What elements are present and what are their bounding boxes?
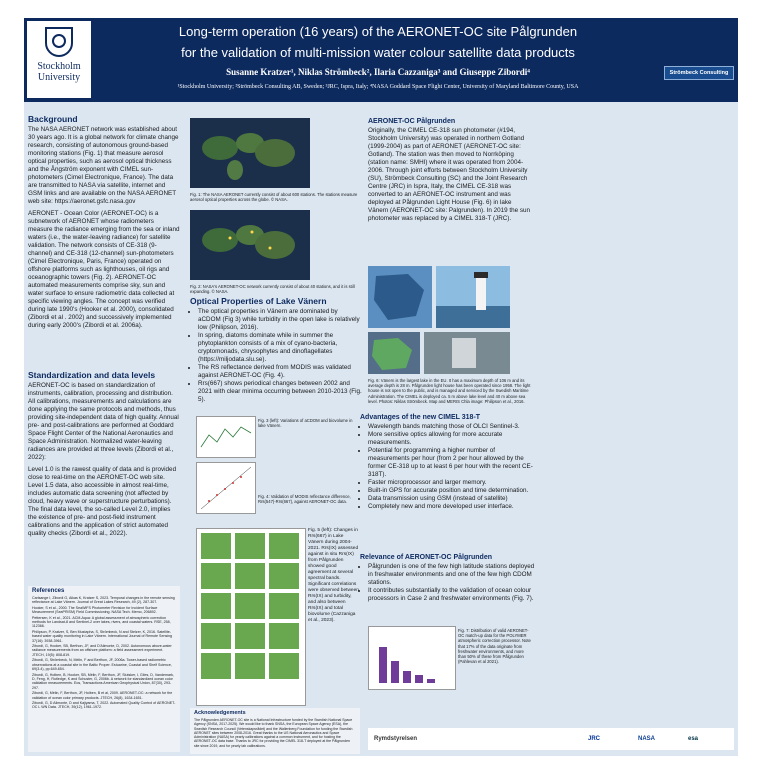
- fig7-caption: Fig. 7: Distribution of valid AERONET-OC match-up data for the POLYMER atmospheric correction processor. Note that 17% of the data originate from freshwater environments, and more than 50% of these from Pålgrunden (Pahlevan et al 2021).: [458, 628, 531, 665]
- logo-jrc: JRC: [588, 736, 601, 742]
- lake-map-icon: [368, 266, 432, 328]
- footer-logos: [368, 728, 734, 750]
- relevance-bullets: [360, 563, 536, 603]
- fig2-world-map: [190, 210, 310, 280]
- relevance-section: [360, 554, 536, 603]
- relevance-bullet: • It contributes substantially to the validation of ocean colour processors in Case 2 and freshwater environments (Fig. 7).: [368, 587, 536, 603]
- fig4-plot: [196, 462, 256, 514]
- lighthouse-icon: [436, 266, 510, 328]
- fig3-plot: [196, 416, 256, 458]
- poster: [24, 18, 738, 756]
- reference-item: Zibordi, G, Holben, B, Hooker, SB, Mélin, F, Berthon, JF, Slutsker, I, Giles, D, Vandemark, D, Feng, H, Rutledge, K and Schuster, G, 2006b. A network for standardized ocean color validation measurements. Eos, Transactions American Geophysical Union, 87(30), 293-297.: [32, 672, 174, 690]
- optical-bullet: • The optical properties in Vänern are dominated by aCDOM (Fig 3) while turbidity in the open lake is relatively low (Philipson, 2016).: [198, 308, 362, 332]
- references-heading: References: [32, 588, 65, 594]
- references-list: [28, 596, 180, 710]
- crest-icon: [45, 27, 73, 57]
- poster-title-line2: for the validation of multi-mission water colour satellite data products: [181, 45, 575, 60]
- standardization-section: [28, 370, 180, 542]
- acknowledgements-section: [190, 708, 360, 754]
- world-map-icon: [190, 210, 310, 280]
- fig1-caption: Fig. 1: The NASA AERONET currently consist of about 600 stations. The stations measure aerosol optical properties across the globe. © NASA.: [190, 192, 358, 203]
- advantages-bullet: • Wavelength bands matching those of OLCI Sentinel-3.: [368, 423, 536, 431]
- ack-text: The Pålgrunden AERONET-OC site is a National Infrastructure funded by the Swedish National Space Agency (SNSA, 2017-2025). We would like to thank SNSA, the European Space Agency (ESA), the Swedish Research Council (Vetenskapsrådet) and the Wallenberg Foundation for funding the Swedish AERONET sites between 2008-2016. Great thanks to the US National Aeronautics and Space Administration (NASA) for yearly calibrations against a common instrument, and for hosting the AERONET-OC data base. Thanks to JRC for providing the CIMEL 318-T deployed at the Pålgrunden site since 2019, and for yearly lab calibrations.: [194, 718, 353, 748]
- fig5-maps: [197, 529, 305, 705]
- fig7-bar-plot: [368, 626, 456, 690]
- advantages-bullets: [360, 423, 536, 511]
- logo-esa: esa: [688, 736, 699, 742]
- background-heading: Background: [28, 114, 78, 124]
- relevance-heading: Relevance of AERONET-OC Pålgrunden: [360, 554, 492, 561]
- logo-text: Stockholm University: [37, 61, 81, 83]
- fig6-lake-map: [368, 266, 432, 328]
- fig4-scatter: [197, 463, 255, 513]
- advantages-bullet: • Faster microprocessor and larger memory.: [368, 479, 536, 487]
- background-section: [28, 114, 180, 334]
- fig6-instrument-photo: [424, 332, 510, 374]
- logo-rymdstyrelsen: Rymdstyrelsen: [374, 736, 418, 742]
- optical-bullet: • Rrs(667) shows periodical changes between 2002 and 2021 with clear minima occurring between 2010-2013 (Fig. 5).: [198, 380, 362, 404]
- reference-item: Philipson, P, Kratzer, S, Ben Mustapha, S, Strömbeck, N and Stelzer, K, 2016. Satellite-based water quality monitoring in Lake Vänern. International Journal of Remote Sensing 37(16): 3938-3961.: [32, 629, 173, 643]
- fig3-caption: Fig. 3 (left): Variations of aCDOM and biovolume in lake Vänern.: [258, 418, 353, 429]
- standardization-p2: Level 1.0 is the rawest quality of data and is provided close to real-time on the AERONET-OC web site. Level 1.5 data, also accessible in almost real-time, includes automatic data screening (not affected by cloud, heavy wave or superstructure perturbations). The final data level, the so-called Level 2.0, implies the existence of pre- and post-field instrument calibrations and the application of strict automated quality checks (Zibordi et al., 2022).: [28, 466, 177, 537]
- advantages-section: [360, 414, 536, 511]
- world-map-icon: [190, 118, 310, 188]
- authors: Susanne Kratzer¹, Niklas Strömbeck², Ilaria Cazzaniga³ and Giuseppe Zibordi⁴: [226, 67, 530, 77]
- optical-bullets: [190, 308, 362, 404]
- fig6-lighthouse-photo: [436, 266, 510, 328]
- fig7-bars: [369, 627, 455, 689]
- optical-section: [190, 296, 362, 404]
- advantages-heading: Advantages of the new CIMEL 318-T: [360, 414, 481, 421]
- advantages-bullet: • Potential for programming a higher number of measurements per hour (from 2 per hour allowed by the former CE-318 up to at least 6 per hour with the recent CE-318T).: [368, 447, 536, 479]
- standardization-p1: AERONET-OC is based on standardization of instruments, calibration, processing and distribution. All calibrations, measurements and calculations are done applying the same protocols and methods, thus providing site-independent data of high quality. Annual pre- and post-calibrations are performed at Goddard Space Flight Center of the National Aeronautics and Space Administration. Normalized water-leaving radiances are provided at three levels (Zibordi et al., 2022):: [28, 382, 179, 461]
- fig2-caption: Fig. 2: NASA's AERONET-OC network currently consist of about 40 stations, and it is still expanding. © NASA.: [190, 284, 355, 295]
- fig4-caption: Fig. 4: Validation of MODIS reflectance difference, Rrs(547)-Rrs(667), against AERONET-OC data.: [258, 494, 351, 505]
- fig6-caption: Fig. 6: Vänern is the largest lake in the EU. It has a maximum depth of 106 m and its average depth is 28 m. Pålgrunden light house has been operated since 1958. The light house is not open to the public, and is managed and serviced by the Swedish Maritime Administration. The CIMEL is deployed ca. 5 m above lake level and 40 m above sea level. Photos: Niklas Strömbeck. Map and MERIS Chla image: Philipson et al., 2016.: [368, 378, 531, 404]
- relevance-bullet: • Pålgrunden is one of the few high latitude stations deployed in freshwater environments and one of the few high CDOM stations.: [368, 563, 536, 587]
- fig5-map-grid: [196, 528, 306, 706]
- fig6-chla-image: [368, 332, 420, 374]
- background-p1: The NASA AERONET network was established about 30 years ago. It is a global network for climate change research, consisting of autonomous ground-based monitoring stations (Fig. 1) that measure aerosol optical properties, such as aerosol optical thickness and the Ångström exponent with CIMEL sun-photometers (Cimel Electronique, France). The data are transmitted to NASA via satellite, internet and GSM links and are available on the NASA AERONET web site: https://aeronet.gsfc.nasa.gov: [28, 126, 179, 205]
- ack-heading: Acknowledgements: [194, 710, 246, 716]
- palgrunden-text: Originally, the CIMEL CE-318 sun photometer (#194, Stockholm University) was operated in northern Gotland (1999-2004) as part of AERONET (AERONET-OC site: Gotland). The station was then moved to Norrköping (station name: SMHI) where it was operated from 2004-2006. Through joint efforts between Stockholm University (SU), Strömbeck Consulting (SC) and the Joint Research Centre (JRC) in Ispra, Italy, the CIMEL CE-318 was converted to an AERONET-OC instrument and was deployed at Pålgrunden Light House (Fig. 6) in lake Vänern (AERONET-OC site: Palgrunden). In 2019 the sun photometer was replaced by a CIMEL 318-T (JRC).: [368, 127, 531, 222]
- optical-bullet: • In spring, diatoms dominate while in summer the phytoplankton consists of a mix of cyano-bacteria, cryptomonads, chrysophytes and dinoflagellates (https://miljodata.slu.se).: [198, 332, 362, 364]
- advantages-bullet: • More sensitive optics allowing for more accurate measurements.: [368, 431, 536, 447]
- palgrunden-heading: AERONET-OC Pålgrunden: [368, 118, 456, 125]
- logo-nasa: NASA: [638, 736, 656, 742]
- advantages-bullet: • Data transmission using GSM (instead of satellite): [368, 495, 536, 503]
- references-section: [28, 586, 180, 752]
- background-p2: AERONET - Ocean Color (AERONET-OC) is a subnetwork of AERONET whose radiometers measure the radiance emerging from the sea or inland waters (i.e., the water-leaving radiance) for satellite validation. The network consists of CE-318 (9-channel) and CE-318 (12-channel) sun-photometers (Cimel Electronique, Paris, France) operated on offshore platforms such as lighthouses, oil rigs and oceanographic towers (Fig. 2). AERONET-OC automated measurements comprise sky, sun and water surface to ensure radiometric data collected at specific viewing angles. The concept was verified during late 1990's (Hooker et al. 2000), consolidated (Zibordi et al . 2002) and successively implemented during early 2000's (Zibordi et al. 2006a).: [28, 210, 180, 329]
- reference-item: Zibordi, G, Mélin, F, Berthon, JF, Holben, B et al, 2009. AERONET-OC: a network for the validation of ocean color primary products. JTECH, 26(8), 1634-1651.: [32, 691, 173, 700]
- standardization-heading: Standardization and data levels: [28, 370, 156, 380]
- reference-item: Zibordi, G, Strömbeck, N, Mélin, F and Berthon, JF, 2006a. Tower-based radiometric observations at a coastal site in the Baltic Proper. Estuarine, Coastal and Shelf Science, 69(3-4), pp.649-654.: [32, 658, 172, 672]
- reference-item: Pettersen, K et al., 2021. ACM-Aqua: A global assessment of atmospheric correction methods for Landsat-8 and Sentinel-2 over lakes, rivers, and coastal waters. RSE, 258, 112366.: [32, 615, 171, 629]
- poster-title-line1: Long-term operation (16 years) of the AERONET-OC site Pålgrunden: [178, 24, 578, 39]
- fig3-graph: [197, 417, 255, 457]
- poster-header: [24, 18, 738, 102]
- advantages-bullet: • Built-in GPS for accurate position and time determination.: [368, 487, 536, 495]
- optical-heading: Optical Properties of Lake Vänern: [190, 296, 327, 306]
- reference-item: Hooker, S et al., 2000. The SeaWiFS Photometer Revision for Incident Surface Measurement (SeaPRISM) Field Commissioning. NASA Tech. Memo, 206892.: [32, 605, 158, 615]
- affiliations: ¹Stockholm University; ²Strömbeck Consulting AB, Sweden; ³JRC, Ispra, Italy; ⁴NASA Goddard Space Flight Center, University of Maryland Baltimore County, USA: [177, 84, 579, 90]
- instrument-photo-icon: [424, 332, 510, 374]
- university-logo: [27, 21, 91, 98]
- palgrunden-section: [368, 118, 532, 227]
- chla-image-icon: [368, 332, 420, 374]
- reference-item: Carlsange I, Zibordi G, Aikas K, Kratzer S, 2023. Temporal changes in the remote sensing reflectance at Lake Vänern. Journal of Great Lakes Research, 49 (2), 287-307.: [32, 596, 175, 605]
- reference-item: Zibordi, G, Hooker, SB, Berthon, JF, and D'Alimonte, D, 2002. Autonomous above-water radiance measurements from an offshore platform: a field assessment experiment. JTECH, 19(5): 808-819.: [32, 644, 172, 657]
- fig5-caption: Fig. 5 (left): Changes in Rrs(667) in Lake Vänern during 2004-2021. Rrs(IX) assessed against in situ Rrs(IX) from Pålgrunden showed good agreement at several spectral bands. Significant correlations were observed between Rrs(IX) and turbidity, and also between Rrs(IX) and total biovolume (Cazzaniga et al., 2023).: [308, 528, 359, 623]
- brand-badge: Strömbeck Consulting: [664, 66, 734, 80]
- optical-bullet: • The RS reflectance derived from MODIS was validated against AERONET-OC (Fig. 4).: [198, 364, 362, 380]
- fig1-world-map: [190, 118, 310, 188]
- advantages-bullet: • Completely new and more developed user interface.: [368, 503, 536, 511]
- reference-item: Zibordi, G, D Alimonte, D and Kajiyama, T, 2022. Automated Quality Control of AERONET-OC L WN Data. JTECH, 39(12), 1961-1972.: [32, 700, 176, 710]
